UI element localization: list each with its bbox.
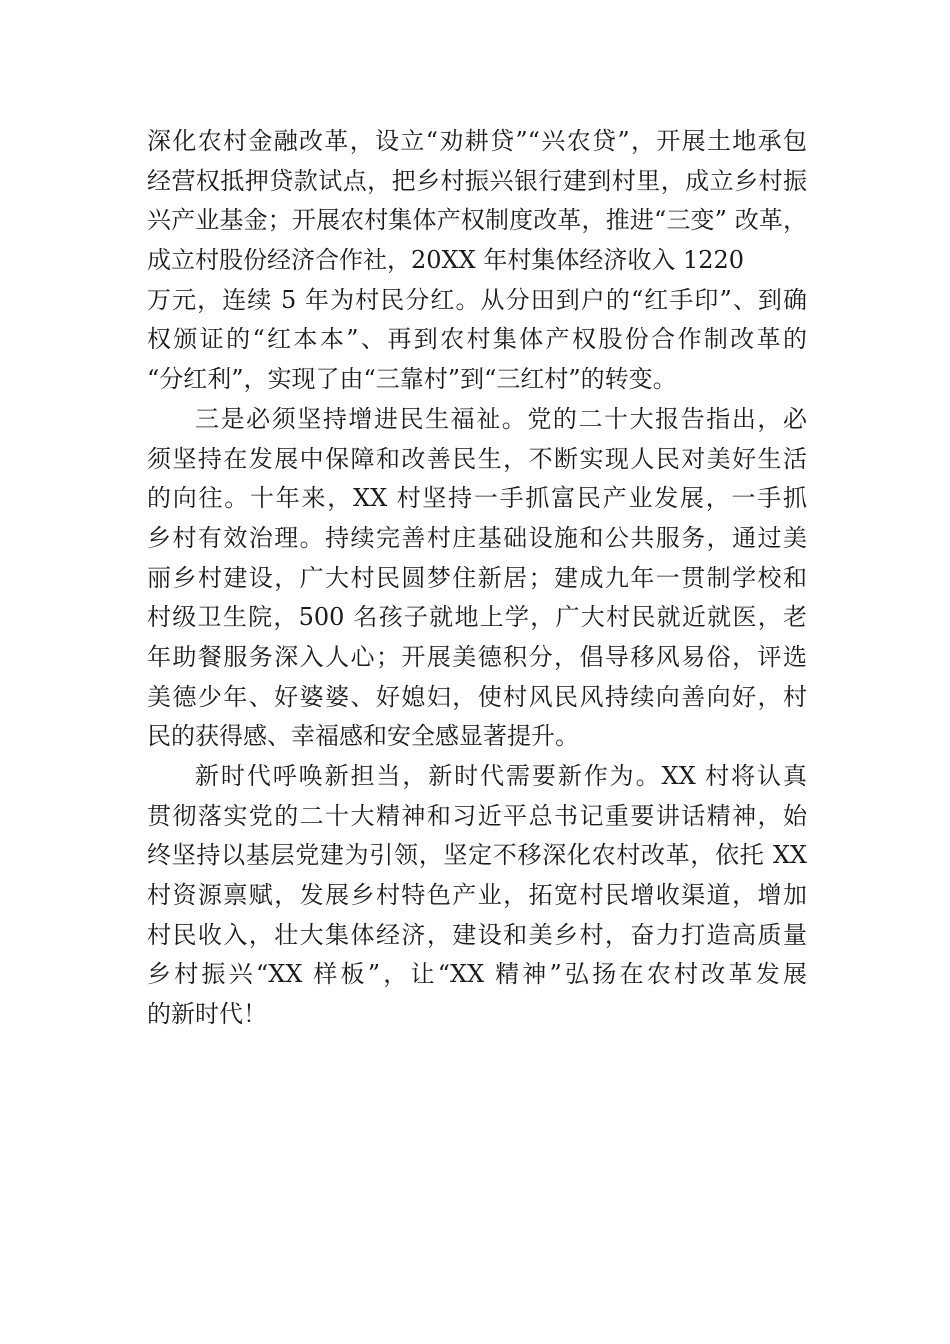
text-line: 万元，连续 5 年为村民分红。从分田到户的“红手印”、到确 <box>147 285 807 314</box>
text-line: 美德少年、好婆婆、好媳妇，使村风民风持续向善向好，村 <box>147 682 807 711</box>
text-line: 贯彻落实党的二十大精神和习近平总书记重要讲话精神，始 <box>147 801 807 830</box>
text-line: 乡村振兴“XX 样板”，让“XX 精神”弘扬在农村改革发展 <box>147 960 807 989</box>
text-line: 权颁证的“红本本”、再到农村集体产权股份合作制改革的 <box>147 325 807 354</box>
text-line: 民的获得感、幸福感和安全感显著提升。 <box>147 722 579 751</box>
text-line: 须坚持在发展中保障和改善民生，不断实现人民对美好生活 <box>147 444 807 473</box>
text-line: 新时代呼唤新担当，新时代需要新作为。XX 村将认真 <box>195 762 807 790</box>
text-line: “分红利”，实现了由“三靠村”到“三红村”的转变。 <box>147 365 677 394</box>
text-line: 乡村有效治理。持续完善村庄基础设施和公共服务，通过美 <box>147 523 807 552</box>
text-line: 村民收入，壮大集体经济，建设和美乡村，奋力打造高质量 <box>147 920 807 949</box>
text-line: 经营权抵押贷款试点，把乡村振兴银行建到村里，成立乡村振 <box>147 166 807 195</box>
text-line: 的新时代！ <box>147 1000 267 1029</box>
text-line: 兴产业基金；开展农村集体产权制度改革，推进“三变” 改革， <box>147 206 807 235</box>
text-line: 终坚持以基层党建为引领，坚定不移深化农村改革，依托 XX <box>147 841 807 870</box>
text-line: 丽乡村建设，广大村民圆梦住新居；建成九年一贯制学校和 <box>147 563 807 592</box>
text-line: 的向往。十年来，XX 村坚持一手抓富民产业发展，一手抓 <box>147 484 807 513</box>
text-line: 三是必须坚持增进民生福祉。党的二十大报告指出，必 <box>195 404 807 433</box>
text-line: 村级卫生院，500 名孩子就地上学，广大村民就近就医，老 <box>147 603 807 632</box>
text-line: 年助餐服务深入人心；开展美德积分，倡导移风易俗，评选 <box>147 642 807 671</box>
text-line: 深化农村金融改革，设立“劝耕贷”“兴农贷”，开展土地承包 <box>147 127 807 155</box>
text-line: 成立村股份经济合作社，20XX 年村集体经济收入 1220 <box>147 246 745 275</box>
body-text <box>147 122 807 1035</box>
text-line: 村资源禀赋，发展乡村特色产业，拓宽村民增收渠道，增加 <box>147 881 807 910</box>
